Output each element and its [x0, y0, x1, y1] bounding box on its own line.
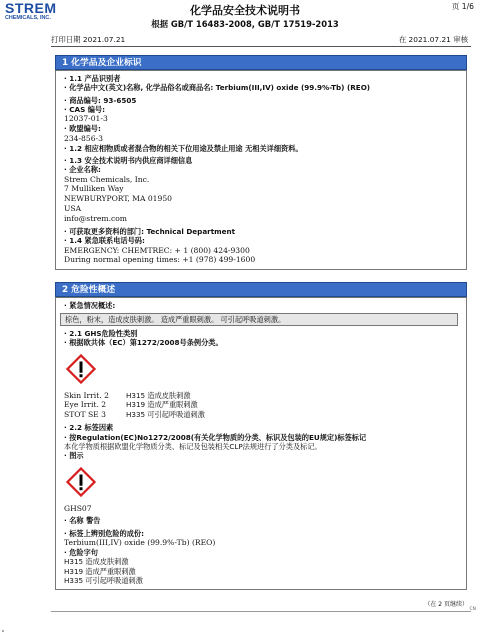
s1-line: · 可获取更多资料的部门: Technical Department — [64, 226, 236, 236]
s2-line: H315 造成皮肤刺激 — [64, 557, 129, 567]
logo-subtitle: CHEMICALS, INC. — [5, 15, 51, 21]
section-2-heading: 2 危险性概述 — [55, 282, 467, 297]
s1-line: During normal opening times: +1 (978) 499-1600 — [64, 255, 256, 265]
logo-word: STREM — [5, 0, 57, 16]
s1-line: USA — [64, 204, 82, 214]
s1-line: info@strem.com — [64, 214, 128, 224]
print-date: 打印日期 2021.07.21 — [51, 35, 126, 44]
s1-line: · 欧盟编号: — [64, 124, 101, 134]
s1-line: · 商品编号: 93-6505 — [64, 95, 137, 105]
s2-line: · 图示 — [64, 451, 84, 461]
s2-line: Terbium(III,IV) oxide (99.9%-Tb) (REO) — [64, 538, 216, 548]
s1-line: · 1.4 紧急联系电话号码: — [64, 236, 145, 246]
s2-line: · 标签上辨别危险的成份: — [64, 528, 144, 538]
s1-line: · 1.3 安全技术说明书内供应商详细信息 — [64, 155, 193, 165]
s1-line: Strem Chemicals, Inc. — [64, 174, 150, 184]
s1-line: · 企业名称: — [64, 165, 101, 175]
ghs-code-label: GHS07 — [64, 503, 92, 513]
emergency-overview-highlight: 棕色，粉末，造成皮肤刺激。 造成严重眼刺激。 可引起呼吸道刺激。 — [60, 313, 458, 326]
header-divider — [51, 46, 471, 47]
hazard-row — [64, 410, 458, 420]
hazard-row — [64, 400, 458, 410]
hazard-statement: H319 造成严重眼刺激 — [126, 400, 198, 410]
hazard-class: STOT SE 3 — [64, 410, 106, 420]
s1-line: NEWBURYPORT, MA 01950 — [64, 194, 172, 204]
s2-line: · 2.2 标签因素 — [64, 423, 114, 433]
continued-note: （在 2 页继续） — [424, 601, 468, 608]
hazard-class: Eye Irrit. 2 — [64, 400, 107, 410]
s2-line: · 危险字句 — [64, 547, 98, 557]
corner-mark — [2, 630, 4, 632]
exclamation-mark-diamond-icon — [66, 467, 96, 497]
section-1-body — [55, 70, 467, 270]
document-subtitle: 根据 GB/T 16483-2008, GB/T 17519-2013 — [151, 19, 339, 29]
s2-line: · 名称 警告 — [64, 516, 101, 526]
footer-divider — [51, 611, 471, 612]
page-number: 页 1/6 — [451, 2, 474, 11]
exclamation-mark-diamond-icon — [66, 354, 96, 384]
section-2-body — [55, 297, 467, 590]
s1-line: 12037-01-3 — [64, 114, 108, 124]
s1-line: · 1.1 产品识别者 — [64, 74, 121, 83]
s1-line: 7 Mulliken Way — [64, 184, 124, 194]
s2-line: · 按Regulation(EC)No1272/2008(有关化学物质的分类、标识及包装的EU规定)标签标记 — [64, 432, 367, 442]
review-date: 在 2021.07.21 审核 — [398, 35, 468, 44]
s1-line: 234-856-3 — [64, 133, 103, 143]
hazard-row — [64, 391, 458, 401]
hazard-class: Skin Irrit. 2 — [64, 390, 109, 400]
document-body — [55, 55, 467, 590]
s1-line: · 1.2 相应相物质或者混合物的相关下位用途及禁止用途 无相关详细资料。 — [64, 143, 303, 153]
document-title: 化学品安全技术说明书 — [190, 4, 300, 17]
s2-line: H335 可引起呼吸道刺激 — [64, 576, 143, 586]
section-1-heading: 1 化学品及企业标识 — [55, 55, 467, 70]
s1-line: · 化学品中文(英文)名称, 化学品俗名或商品名: Terbium(III,IV) oxide (99.9%-Tb) (REO) — [64, 83, 371, 93]
s1-line: EMERGENCY: CHEMTREC: + 1 (800) 424-9300 — [64, 245, 250, 255]
s1-line: · CAS 编号: — [64, 105, 105, 115]
hazard-statement: H335 可引起呼吸道刺激 — [126, 410, 205, 420]
s2-line: H319 造成严重眼刺激 — [64, 566, 136, 576]
s2-line: 本化学物质根据欧盟化学物质分类、标记及包装相关CLP法规进行了分类及标记。 — [64, 441, 322, 451]
s2-line: · 2.1 GHS危险性类别 — [64, 329, 138, 339]
s2-line: · 紧急情况概述: — [64, 301, 116, 311]
hazard-statement: H315 造成皮肤刺激 — [126, 390, 191, 400]
s2-line: · 根据欧共体（EC）第1272/2008号条例分类。 — [64, 338, 223, 348]
language-code: CN — [469, 607, 476, 612]
